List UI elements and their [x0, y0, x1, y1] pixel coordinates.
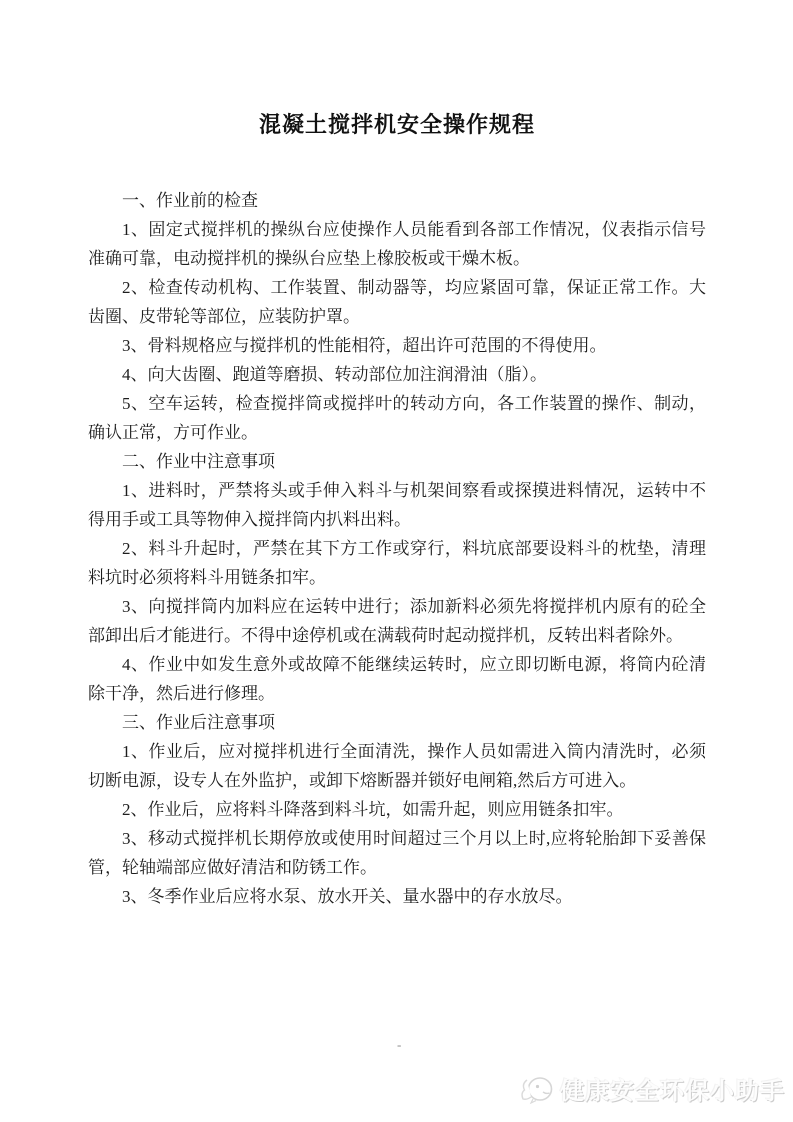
section-1-item: 5、空车运转，检查搅拌筒或搅拌叶的转动方向，各工作装置的操作、制动，确认正常，方可作业。 [88, 394, 706, 442]
section-2-item: 4、作业中如发生意外或故障不能继续运转时，应立即切断电源，将筒内砼清除干净，然后进行修理。 [88, 655, 706, 703]
section-1-item: 3、骨料规格应与搅拌机的性能相符，超出许可范围的不得使用。 [122, 336, 607, 355]
watermark [519, 1071, 785, 1106]
section-2-item: 1、进料时，严禁将头或手伸入料斗与机架间察看或探摸进料情况，运转中不得用手或工具等物伸入搅拌筒内扒料出料。 [88, 481, 706, 529]
section-3-item: 2、作业后，应将料斗降落到料斗坑，如需升起，则应用链条扣牢。 [122, 800, 624, 819]
watermark-label: 健康安全环保小助手 [560, 1078, 785, 1105]
section-2-item: 2、料斗升起时，严禁在其下方工作或穿行，料坑底部要设料斗的枕垫，清理料坑时必须将料斗用链条扣牢。 [88, 539, 706, 587]
section-2-heading: 二、作业中注意事项 [122, 452, 275, 471]
section-3-item: 3、移动式搅拌机长期停放或使用时间超过三个月以上时,应将轮胎卸下妥善保管，轮轴端部应做好清洁和防锈工作。 [88, 829, 706, 877]
assistant-logo-icon [519, 1073, 555, 1105]
document-body [88, 110, 706, 911]
section-1-item: 1、固定式搅拌机的操纵台应使操作人员能看到各部工作情况，仪表指示信号准确可靠，电动搅拌机的操纵台应垫上橡胶板或干燥木板。 [88, 220, 706, 268]
section-3-heading: 三、作业后注意事项 [122, 713, 275, 732]
section-3-item: 3、冬季作业后应将水泵、放水开关、量水器中的存水放尽。 [122, 887, 573, 906]
page-title: 混凝土搅拌机安全操作规程 [258, 112, 535, 137]
footer-page-mark: - [397, 1037, 402, 1052]
section-1-heading: 一、作业前的检查 [122, 191, 258, 210]
section-3-item: 1、作业后，应对搅拌机进行全面清洗，操作人员如需进入筒内清洗时，必须切断电源，设专人在外监护，或卸下熔断器并锁好电闸箱,然后方可进入。 [88, 742, 706, 790]
section-2-item: 3、向搅拌筒内加料应在运转中进行；添加新料必须先将搅拌机内原有的砼全部卸出后才能进行。不得中途停机或在满载荷时起动搅拌机，反转出料者除外。 [88, 597, 706, 645]
section-1-item: 4、向大齿圈、跑道等磨损、转动部位加注润滑油（脂）。 [122, 365, 547, 384]
section-1-item: 2、检查传动机构、工作装置、制动器等，均应紧固可靠，保证正常工作。大齿圈、皮带轮等部位，应装防护罩。 [88, 278, 706, 326]
